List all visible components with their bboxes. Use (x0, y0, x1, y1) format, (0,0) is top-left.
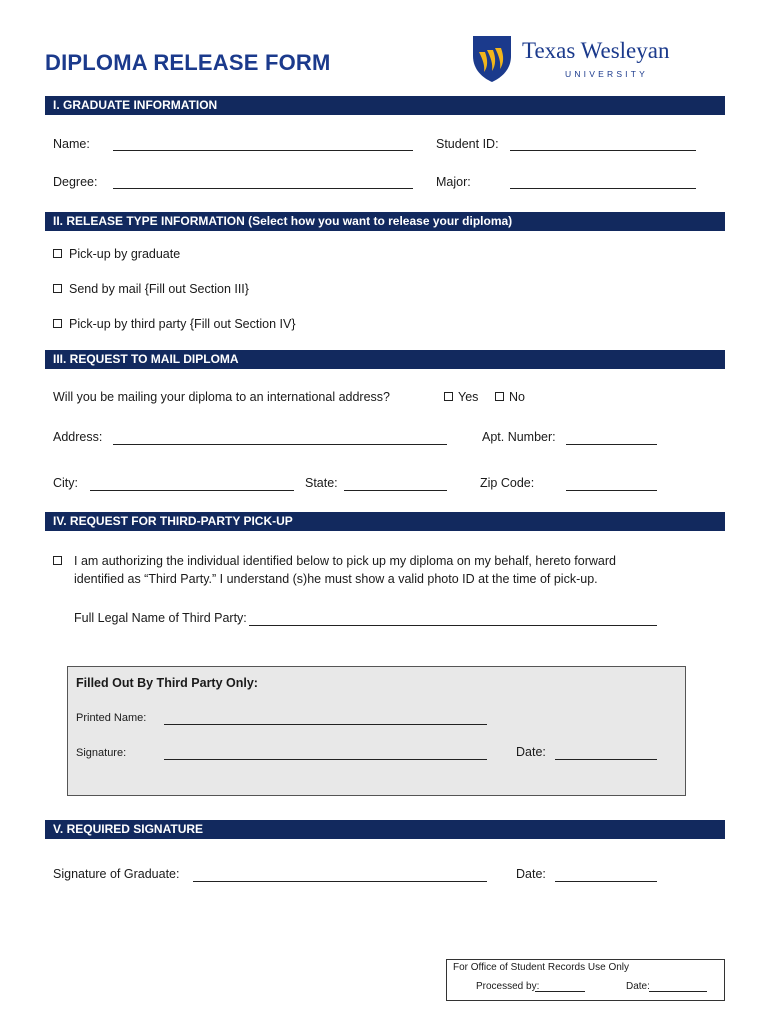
shield-icon (470, 34, 514, 84)
major-field[interactable] (510, 188, 696, 189)
option-label: No (509, 390, 525, 404)
student-id-field[interactable] (510, 150, 696, 151)
graduate-signature-field[interactable] (193, 881, 487, 882)
graduate-date-field[interactable] (555, 881, 657, 882)
option-send-by-mail[interactable] (53, 282, 249, 296)
page-title: DIPLOMA RELEASE FORM (45, 50, 331, 75)
processed-by-field[interactable] (535, 991, 585, 992)
name-label: Name: (53, 137, 90, 151)
option-yes[interactable] (444, 390, 478, 404)
address-field[interactable] (113, 444, 447, 445)
checkbox-icon[interactable] (53, 249, 62, 258)
university-logo (470, 34, 700, 86)
third-party-date-label: Date: (516, 745, 546, 759)
printed-name-label: Printed Name: (76, 712, 147, 724)
third-party-box-title: Filled Out By Third Party Only: (76, 676, 258, 690)
authorization-text (74, 552, 694, 588)
checkbox-icon[interactable] (53, 319, 62, 328)
checkbox-icon[interactable] (53, 284, 62, 293)
graduate-date-label: Date: (516, 867, 546, 881)
third-party-signature-label: Signature: (76, 747, 127, 759)
third-party-name-label: Full Legal Name of Third Party: (74, 611, 247, 625)
zip-code-field[interactable] (566, 490, 657, 491)
office-date-label: Date: (626, 981, 650, 992)
section-header-required-signature: V. REQUIRED SIGNATURE (45, 820, 725, 839)
graduate-signature-label: Signature of Graduate: (53, 867, 180, 881)
state-label: State: (305, 476, 338, 490)
degree-label: Degree: (53, 175, 98, 189)
section-header-graduate-info: I. GRADUATE INFORMATION (45, 96, 725, 115)
zip-code-label: Zip Code: (480, 476, 535, 490)
authorization-checkbox[interactable] (53, 556, 62, 565)
state-field[interactable] (344, 490, 447, 491)
office-use-title: For Office of Student Records Use Only (453, 962, 630, 973)
processed-by-label: Processed by: (476, 981, 540, 992)
section-header-release-type: II. RELEASE TYPE INFORMATION (Select how you want to release your diploma) (45, 212, 725, 231)
option-label: Pick-up by third party {Fill out Section IV} (69, 317, 296, 331)
logo-subtitle: UNIVERSITY (565, 69, 649, 79)
name-field[interactable] (113, 150, 413, 151)
apt-number-field[interactable] (566, 444, 657, 445)
student-id-label: Student ID: (436, 137, 499, 151)
third-party-name-field[interactable] (249, 625, 657, 626)
apt-number-label: Apt. Number: (482, 430, 556, 444)
logo-wordmark: Texas Wesleyan (522, 38, 670, 63)
option-label: Send by mail {Fill out Section III} (69, 282, 249, 296)
third-party-signature-field[interactable] (164, 759, 487, 760)
section-header-third-party: IV. REQUEST FOR THIRD-PARTY PICK-UP (45, 512, 725, 531)
third-party-date-field[interactable] (555, 759, 657, 760)
city-field[interactable] (90, 490, 294, 491)
authorization-line: identified as “Third Party.” I understand (s)he must show a valid photo ID at the time of pick-up. (74, 572, 598, 586)
option-label: Pick-up by graduate (69, 247, 181, 261)
city-label: City: (53, 476, 78, 490)
address-label: Address: (53, 430, 103, 444)
section-header-mail-diploma: III. REQUEST TO MAIL DIPLOMA (45, 350, 725, 369)
checkbox-icon[interactable] (444, 392, 453, 401)
major-label: Major: (436, 175, 471, 189)
option-label: Yes (458, 390, 479, 404)
checkbox-icon[interactable] (495, 392, 504, 401)
option-no[interactable] (495, 390, 525, 404)
printed-name-field[interactable] (164, 724, 487, 725)
authorization-line: I am authorizing the individual identified below to pick up my diploma on my behalf, hereto forward (74, 554, 616, 568)
option-pickup-third-party[interactable] (53, 317, 296, 331)
degree-field[interactable] (113, 188, 413, 189)
international-question: Will you be mailing your diploma to an international address? (53, 390, 390, 404)
option-pickup-graduate[interactable] (53, 247, 180, 261)
office-date-field[interactable] (649, 991, 707, 992)
